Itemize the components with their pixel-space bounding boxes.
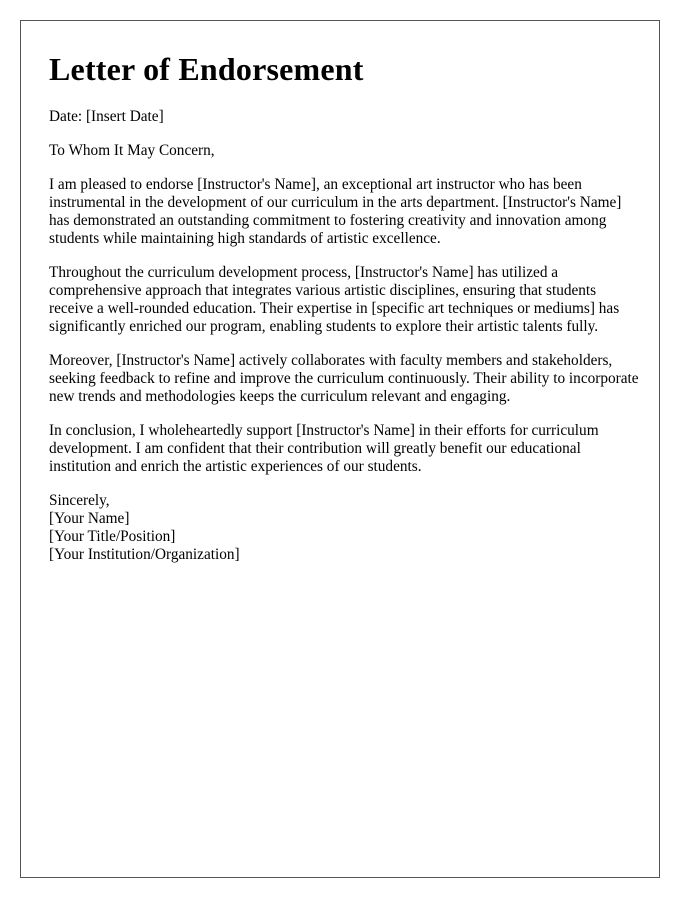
signature-block [49,492,639,564]
letter-title: Letter of Endorsement [49,51,364,87]
body-paragraph-1: I am pleased to endorse [Instructor's Name], an exceptional art instructor who has been instrumental in the development of our curriculum in the arts department. [Instructor's Name] has demonstrated an outstanding commitment to fostering creativity and innovation among students while maintaining high standards of artistic excellence. [49,176,622,247]
body-paragraph-2: Throughout the curriculum development process, [Instructor's Name] has utilized a comprehensive approach that integrates various artistic disciplines, ensuring that students receive a well-rounded education. Their expertise in [specific art techniques or mediums] has significantly enriched our program, enabling students to explore their artistic talents fully. [49,264,620,335]
date-line: Date: [Insert Date] [49,108,164,125]
closing: Sincerely, [49,492,110,509]
body-paragraph-4: In conclusion, I wholeheartedly support [Instructor's Name] in their efforts for curriculum development. I am confident that their contribution will greatly benefit our educational institution and enrich the artistic experiences of our students. [49,422,599,475]
letter-page [20,20,660,878]
body-paragraph-3: Moreover, [Instructor's Name] actively collaborates with faculty members and stakeholders, seeking feedback to refine and improve the curriculum continuously. Their ability to incorporate new trends and methodologies keeps the curriculum relevant and engaging. [49,352,639,405]
signer-organization: [Your Institution/Organization] [49,546,240,563]
signer-title: [Your Title/Position] [49,528,176,545]
signer-name: [Your Name] [49,510,130,527]
salutation: To Whom It May Concern, [49,142,215,159]
letter-content [49,49,639,564]
